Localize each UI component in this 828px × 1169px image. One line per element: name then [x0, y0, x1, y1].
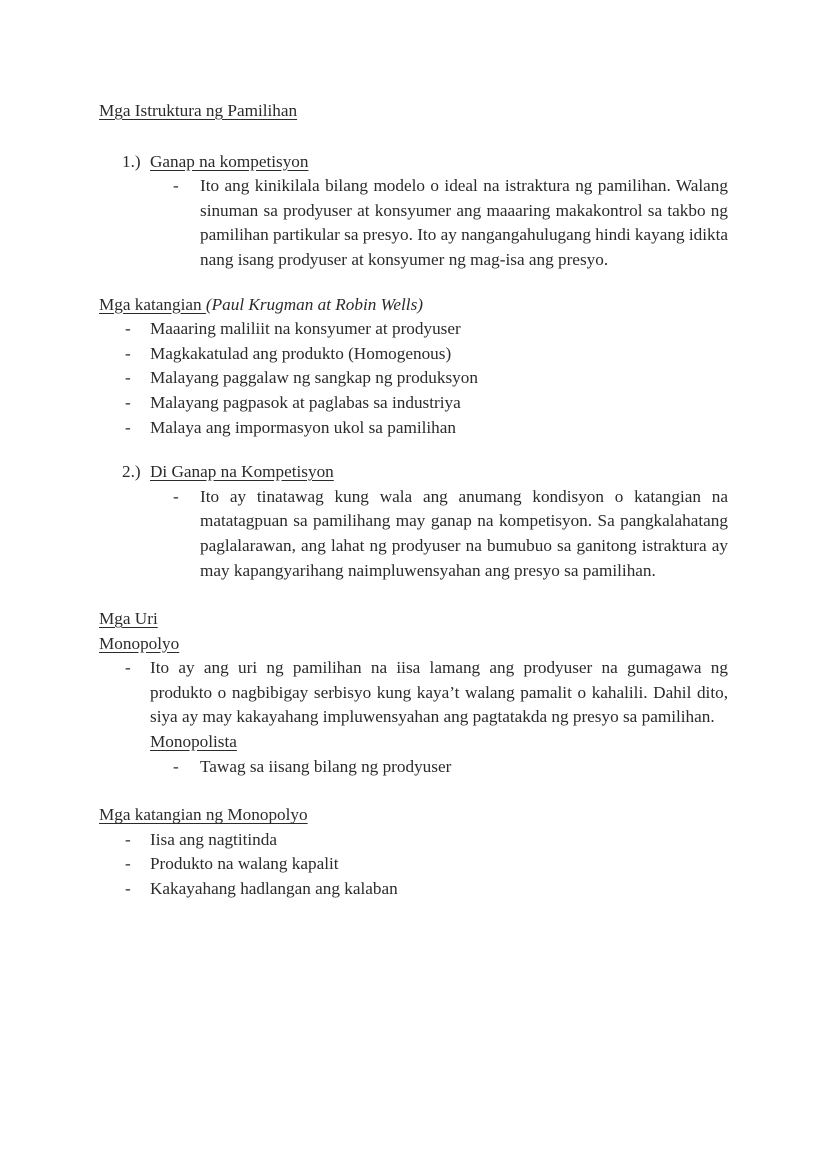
- heading-monopolyo-text: Monopolyo: [99, 633, 180, 653]
- list-item: [99, 852, 728, 877]
- heading-katangian-ganap-text: Mga katangian: [99, 294, 206, 314]
- dash-bullet-icon: -: [125, 879, 131, 899]
- list-item: [99, 391, 728, 416]
- list-item-label: Malaya ang impormasyon ukol sa pamilihan: [150, 417, 456, 437]
- dash-bullet-icon: -: [125, 392, 131, 412]
- dash-bullet-icon: -: [125, 417, 131, 437]
- numbered-item-2-label: Di Ganap na Kompetisyon: [150, 462, 334, 482]
- numbered-item-2-marker: 2.): [122, 462, 141, 482]
- list-item: [99, 416, 728, 441]
- document-body: [99, 99, 728, 902]
- spacer: [99, 583, 728, 607]
- dash-bullet-icon: -: [125, 368, 131, 388]
- numbered-item-1-marker: 1.): [122, 151, 141, 171]
- list-item: [99, 366, 728, 391]
- heading-mga-uri: [99, 607, 728, 632]
- numbered-item-2-body: [99, 485, 728, 583]
- monopolyo-body-text: Ito ay ang uri ng pamilihan na iisa lamang ang prodyuser na gumagawa ng produkto o nagbibigay serbisyo kung kaya’t walang pamalit o kahalili. Dahil dito, siya ay may kakayahang impluwensyahan ang pagtatakda ng presyo sa pamilihan.: [150, 658, 728, 727]
- heading-monopolyo: [99, 632, 728, 657]
- dash-bullet-icon: -: [173, 176, 179, 196]
- list-katangian-ganap: [99, 317, 728, 440]
- heading-monopolista-text: Monopolista: [150, 732, 237, 752]
- numbered-item-2-body-text: Ito ay tinatawag kung wala ang anumang kondisyon o katangian na matatagpuan sa pamilihang may ganap na kompetisyon. Sa pangkalahatang paglalarawan, ang lahat ng prodyuser na bumubuo sa ganitong istraktura ay may kapangyarihang naimpluwensyahan ang presyo sa pamilihan.: [200, 486, 728, 580]
- list-item-label: Kakayahang hadlangan ang kalaban: [150, 879, 398, 899]
- list-item-label: Produkto na walang kapalit: [150, 854, 339, 874]
- dash-bullet-icon: -: [125, 854, 131, 874]
- numbered-item-1-body-text: Ito ang kinikilala bilang modelo o ideal na istraktura ng pamilihan. Walang sinuman sa prodyuser at konsyumer ang maaaring makakontrol sa takbo ng pamilihan partikular sa presyo. Ito ay nangangahulugang hindi kayang idikta nang isang prodyuser at konsyumer ng mag-isa ang presyo.: [200, 176, 728, 269]
- heading-katangian-monopolyo: [99, 803, 728, 828]
- numbered-item-1: [99, 150, 728, 175]
- spacer: [99, 779, 728, 803]
- list-item: [99, 342, 728, 367]
- list-item-label: Iisa ang nagtitinda: [150, 829, 277, 849]
- list-item-label: Malayang pagpasok at paglabas sa industriya: [150, 392, 461, 412]
- heading-katangian-ganap: [99, 293, 728, 318]
- dash-bullet-icon: -: [173, 486, 179, 506]
- list-item-label: Malayang paggalaw ng sangkap ng produksyon: [150, 368, 478, 388]
- dash-bullet-icon: -: [125, 658, 131, 678]
- page-title-text: Mga Istruktura ng Pamilihan: [99, 101, 298, 120]
- spacer: [99, 124, 728, 150]
- monopolista-item-label: Tawag sa iisang bilang ng prodyuser: [200, 756, 452, 776]
- dash-bullet-icon: -: [125, 319, 131, 339]
- spacer: [99, 273, 728, 293]
- dash-bullet-icon: -: [125, 343, 131, 363]
- list-item: [99, 877, 728, 902]
- list-item: [99, 317, 728, 342]
- dash-bullet-icon: -: [125, 829, 131, 849]
- numbered-item-2: [99, 460, 728, 485]
- page-title: [99, 99, 728, 124]
- monopolista-item: [99, 755, 728, 780]
- heading-katangian-ganap-source: (Paul Krugman at Robin Wells): [205, 294, 423, 314]
- spacer: [99, 440, 728, 460]
- list-item-label: Maaaring maliliit na konsyumer at prodyuser: [150, 319, 461, 339]
- heading-katangian-monopolyo-text: Mga katangian ng Monopolyo: [99, 805, 308, 825]
- numbered-item-1-label: Ganap na kompetisyon: [150, 151, 309, 171]
- heading-monopolista: [99, 730, 728, 755]
- numbered-item-1-body: [99, 174, 728, 272]
- list-katangian-monopolyo: [99, 828, 728, 902]
- monopolyo-body: [99, 656, 728, 730]
- list-item-label: Magkakatulad ang produkto (Homogenous): [150, 343, 452, 363]
- heading-mga-uri-text: Mga Uri: [99, 609, 158, 629]
- dash-bullet-icon: -: [173, 756, 179, 776]
- list-item: [99, 828, 728, 853]
